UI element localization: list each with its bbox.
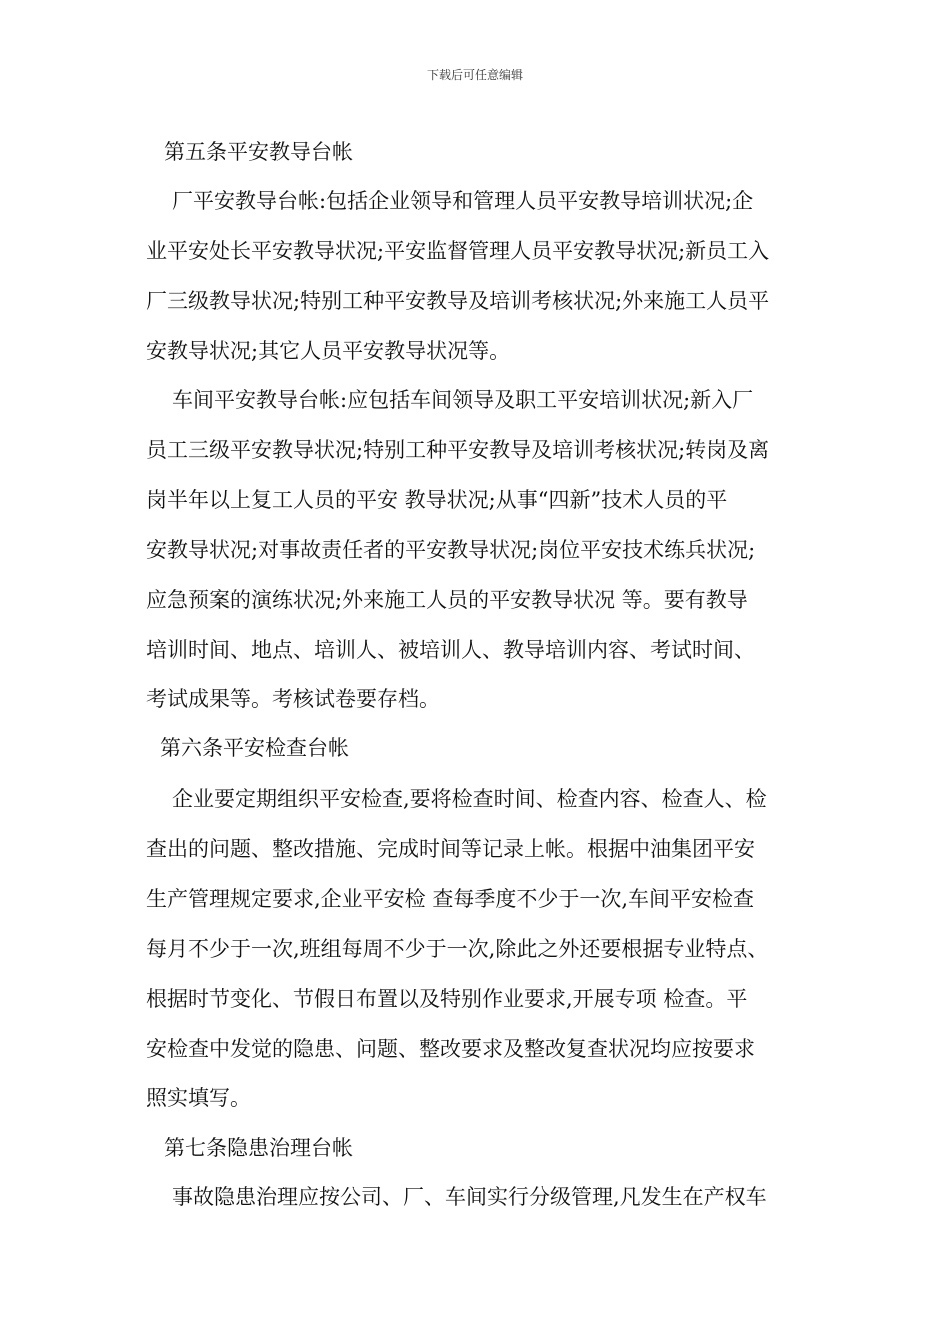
paragraph-line: 企业要定期组织平安检查,要将检查时间、检查内容、检查人、检 [172,787,767,811]
paragraph-line: 考试成果等。考核试卷要存档。 [146,687,440,711]
paragraph-line: 安检查中发觉的隐患、问题、整改要求及整改复查状况均应按要求 [146,1037,755,1061]
paragraph-line: 查出的问题、整改措施、完成时间等记录上帐。根据中油集团平安 [146,837,755,861]
paragraph-line: 根据时节变化、节假日布置以及特别作业要求,开展专项 检查。平 [146,987,748,1011]
article5-title: 第五条平安教导台帐 [164,140,353,164]
paragraph-line: 厂平安教导台帐:包括企业领导和管理人员平安教导培训状况;企 [172,189,754,213]
paragraph-line: 安教导状况;其它人员平安教导状况等。 [146,339,511,363]
paragraph-line: 安教导状况;对事故责任者的平安教导状况;岗位平安技术练兵状况; [146,538,756,562]
paragraph-line: 每月不少于一次,班组每周不少于一次,除此之外还要根据专业特点、 [146,937,769,961]
paragraph-line: 事故隐患治理应按公司、厂、车间实行分级管理,凡发生在产权车 [172,1185,767,1209]
paragraph-line: 岗半年以上复工人员的平安 教导状况;从事“四新”技术人员的平 [146,488,728,512]
article6-title: 第六条平安检查台帐 [160,736,349,760]
paragraph-line: 业平安处长平安教导状况;平安监督管理人员平安教导状况;新员工入 [146,239,770,263]
paragraph-line: 照实填写。 [146,1086,251,1110]
paragraph-line: 员工三级平安教导状况;特别工种平安教导及培训考核状况;转岗及离 [146,438,770,462]
paragraph-line: 车间平安教导台帐:应包括车间领导及职工平安培训状况;新入厂 [172,388,754,412]
paragraph-line: 生产管理规定要求,企业平安检 查每季度不少于一次,车间平安检查 [146,887,755,911]
paragraph-line: 培训时间、地点、培训人、被培训人、教导培训内容、考试时间、 [146,638,755,662]
paragraph-line: 厂三级教导状况;特别工种平安教导及培训考核状况;外来施工人员平 [146,289,770,313]
article7-title: 第七条隐患治理台帐 [164,1136,353,1160]
header-note: 下载后可任意编辑 [426,68,523,82]
paragraph-line: 应急预案的演练状况;外来施工人员的平安教导状况 等。要有教导 [146,588,748,612]
